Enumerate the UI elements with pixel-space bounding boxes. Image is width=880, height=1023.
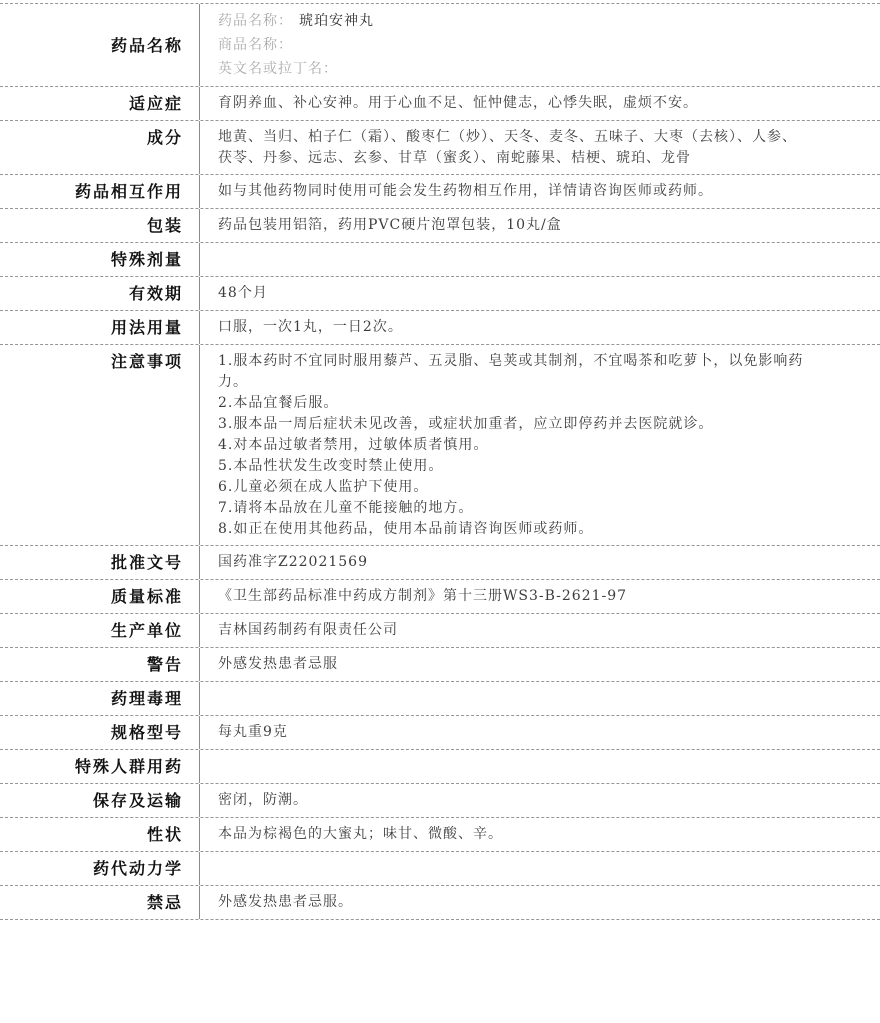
field-value: 琥珀安神丸	[299, 13, 374, 29]
row-value: 药品包装用铝箔，药用PVC硬片泡罩包装，10丸/盒	[218, 217, 562, 233]
field-prefix: 商品名称：	[218, 37, 293, 53]
row-value: 每丸重9克	[218, 724, 288, 740]
row-value: 密闭，防潮。	[218, 792, 308, 808]
row-label: 有效期	[128, 284, 183, 303]
row-label: 药理毒理	[110, 689, 183, 708]
row-value	[200, 4, 880, 86]
row-value: 育阴养血、补心安神。用于心血不足、怔忡健志，心悸失眠，虚烦不安。	[218, 95, 698, 111]
table-row	[0, 852, 880, 886]
row-label: 药代动力学	[92, 859, 183, 878]
row-label: 批准文号	[110, 553, 183, 572]
table-row	[0, 277, 880, 311]
table-row	[0, 750, 880, 784]
row-value	[200, 682, 880, 715]
table-row	[0, 243, 880, 277]
drug-info-table	[0, 3, 880, 920]
row-label: 规格型号	[110, 723, 183, 742]
row-label-cell	[0, 682, 200, 715]
table-row	[0, 121, 880, 175]
table-row	[0, 311, 880, 345]
table-row	[0, 175, 880, 209]
table-row	[0, 4, 880, 87]
row-label-cell	[0, 648, 200, 681]
table-row	[0, 87, 880, 121]
row-label-cell	[0, 277, 200, 310]
row-label: 保存及运输	[92, 791, 183, 810]
row-label: 生产单位	[110, 621, 183, 640]
row-value: 如与其他药物同时使用可能会发生药物相互作用，详情请咨询医师或药师。	[218, 183, 713, 199]
row-label: 注意事项	[110, 352, 183, 371]
row-label: 警告	[146, 655, 183, 674]
row-value	[200, 243, 880, 276]
row-label-cell	[0, 750, 200, 783]
row-value	[200, 852, 880, 885]
row-label: 适应症	[128, 94, 183, 113]
row-value: 口服，一次1丸，一日2次。	[218, 319, 403, 335]
table-row	[0, 648, 880, 682]
field-prefix: 英文名或拉丁名：	[218, 61, 338, 77]
row-label: 药品名称	[110, 35, 183, 55]
name-field-line	[218, 33, 840, 57]
row-label: 禁忌	[146, 893, 183, 912]
row-label-cell	[0, 852, 200, 885]
row-label-cell	[0, 614, 200, 647]
row-label: 特殊人群用药	[74, 757, 183, 776]
table-row	[0, 546, 880, 580]
row-label-cell	[0, 716, 200, 749]
row-label: 成分	[146, 128, 183, 147]
row-value: 48个月	[218, 285, 268, 301]
name-field-line	[218, 57, 840, 81]
name-field-line	[218, 9, 840, 33]
row-label: 特殊剂量	[110, 250, 183, 269]
row-value: 外感发热患者忌服。	[218, 894, 353, 910]
table-row	[0, 886, 880, 920]
row-label-cell	[0, 209, 200, 242]
row-value: 国药准字Z22021569	[218, 554, 368, 570]
row-label-cell	[0, 345, 200, 545]
table-row	[0, 580, 880, 614]
table-row	[0, 345, 880, 546]
row-label: 性状	[146, 825, 183, 844]
row-label: 药品相互作用	[74, 182, 183, 201]
row-label-cell	[0, 121, 200, 174]
row-label: 用法用量	[110, 318, 183, 337]
row-label-cell	[0, 580, 200, 613]
row-label-cell	[0, 311, 200, 344]
table-row	[0, 784, 880, 818]
row-label-cell	[0, 886, 200, 919]
row-label-cell	[0, 175, 200, 208]
row-value: 外感发热患者忌服	[218, 656, 338, 672]
row-label: 包装	[146, 216, 183, 235]
row-value: 本品为棕褐色的大蜜丸；味甘、微酸、辛。	[218, 826, 503, 842]
row-label-cell	[0, 4, 200, 86]
table-row	[0, 818, 880, 852]
table-row	[0, 716, 880, 750]
row-value: 《卫生部药品标准中药成方制剂》第十三册WS3-B-2621-97	[218, 588, 628, 604]
row-label-cell	[0, 87, 200, 120]
table-row	[0, 209, 880, 243]
row-label-cell	[0, 243, 200, 276]
row-label: 质量标准	[110, 587, 183, 606]
row-label-cell	[0, 546, 200, 579]
row-value: 吉林国药制药有限责任公司	[218, 622, 398, 638]
field-prefix: 药品名称：	[218, 13, 293, 29]
table-row	[0, 682, 880, 716]
row-value: 地黄、当归、柏子仁（霜）、酸枣仁（炒）、天冬、麦冬、五味子、大枣（去核）、人参、 茯苓、丹参、远志、玄参、甘草（蜜炙）、南蛇藤果、桔梗、琥珀、龙骨	[218, 129, 797, 166]
row-value: 1.服本药时不宜同时服用藜芦、五灵脂、皂荚或其制剂，不宜喝茶和吃萝卜，以免影响药 力。 2.本品宜餐后服。 3.服本品一周后症状未见改善，或症状加重者，应立即停药并去医院就诊。 4.对本品过敏者禁用，过敏体质者慎用。 5.本品性状发生改变时禁止使用。 6.儿童必须在成人监护下使用。 7.请将本品放在儿童不能接触的地方。 8.如正在使用其他药品，使用本品前请咨询医师或药师。	[218, 353, 804, 537]
row-label-cell	[0, 818, 200, 851]
row-label-cell	[0, 784, 200, 817]
row-value	[200, 750, 880, 783]
table-row	[0, 614, 880, 648]
